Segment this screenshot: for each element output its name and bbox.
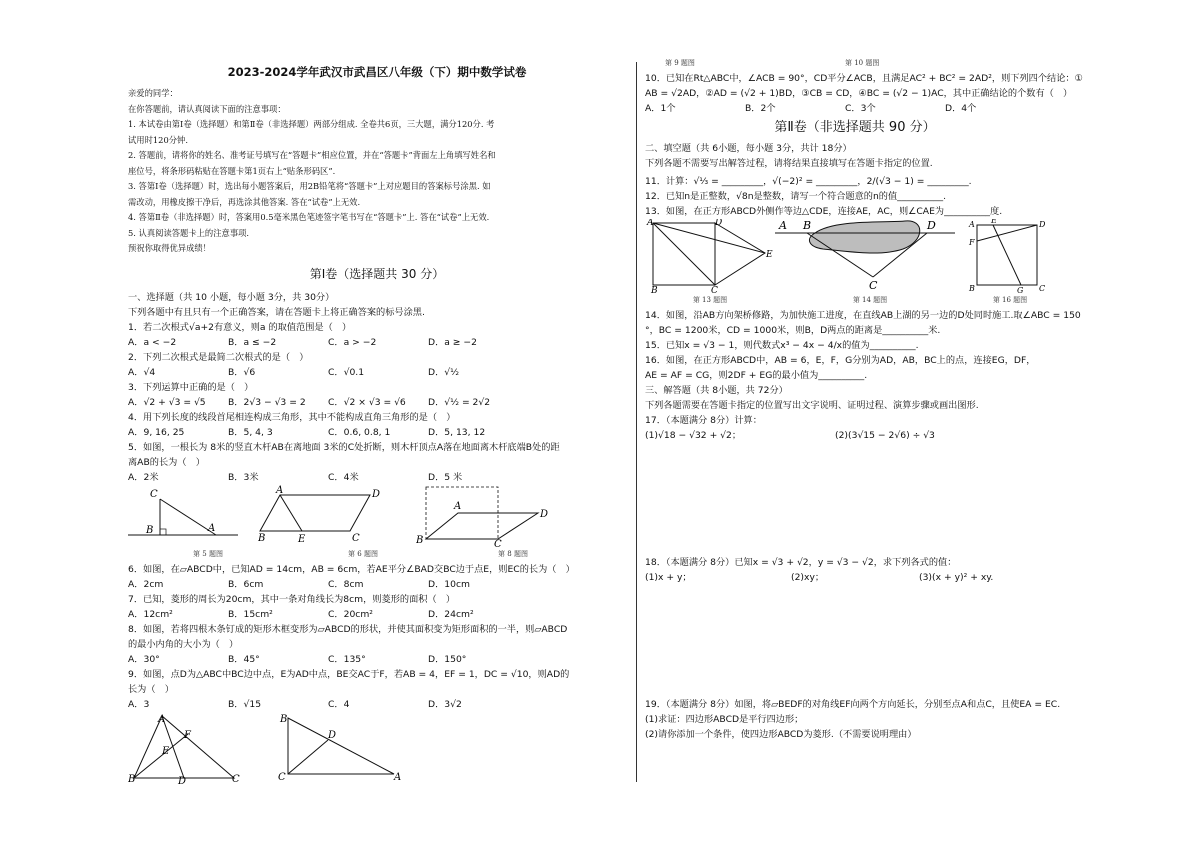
option-a: A．√4 [128, 366, 156, 378]
label-c: C [711, 286, 718, 293]
option-a: A．2米 [128, 471, 159, 483]
option-b: B．√15 [228, 698, 262, 710]
question-17-part-2: (2)(3√15 − 2√6) ÷ √3 [835, 430, 935, 441]
notice-line: 5. 认真阅读答题卡上的注意事项. [128, 227, 250, 238]
option-d: D．5, 13, 12 [428, 426, 486, 438]
figure-10 [276, 712, 416, 784]
label-c: C [278, 771, 286, 783]
label-c: C [352, 532, 360, 543]
figure-captions-row-1 [128, 547, 626, 562]
figure-captions-row-3 [645, 293, 1065, 308]
question-4-options [128, 425, 626, 440]
answer-space-18 [645, 585, 1065, 697]
label-e: E [991, 219, 997, 225]
question-19-part-2: (2)请你添加一个条件，使四边形ABCD为菱形.（不需要说明理由） [645, 729, 917, 740]
option-c: C．4米 [328, 471, 359, 483]
label-b: B [416, 534, 424, 546]
label-b: B [803, 219, 812, 232]
question-2-options [128, 365, 626, 380]
label-d: D [1039, 220, 1046, 229]
label-a: A [276, 484, 284, 496]
section1-title: 一、选择题（共 10 小题，每小题 3分，共 30分） [128, 291, 335, 303]
label-c: C [150, 488, 158, 500]
caption-fig13: 第 13 题图 [692, 296, 728, 304]
option-b: B．3米 [228, 471, 259, 483]
section2-title: 二、填空题（共 6小题，每小题 3分，共计 18分） [645, 143, 852, 154]
option-a: A．9, 16, 25 [128, 426, 185, 438]
option-a: A．3 [128, 698, 150, 710]
question-19-part-1: (1)求证：四边形ABCD是平行四边形； [645, 714, 804, 725]
question-18-part-2: (2)xy； [791, 572, 825, 583]
figure-6 [258, 485, 398, 543]
label-a: A [394, 771, 402, 783]
question-6-options [128, 577, 626, 592]
option-a: A．2cm [128, 578, 164, 590]
question-18-part-3: (3)(x + y)² + xy. [919, 572, 994, 583]
label-a: A [158, 713, 166, 725]
question-5-cont: 离AB的长为（ ） [128, 456, 205, 468]
label-d: D [328, 729, 337, 741]
question-2: 2．下列二次根式是最简二次根式的是（ ） [128, 351, 309, 363]
notice-line: 1. 本试卷由第Ⅰ卷（选择题）和第Ⅱ卷（非选择题）两部分组成. 全卷共6页，三大题，满分120分. 考 [128, 119, 495, 129]
option-d: D．√½ = 2√2 [428, 396, 491, 408]
question-8: 8．如图，若将四根木条钉成的矩形木框变形为▱ABCD的形状，并使其面积变为矩形面积的一半，则▱ABCD [128, 623, 568, 635]
question-17: 17．（本题满分 8分）计算： [645, 415, 762, 426]
question-14: 14．如图，沿AB方向架桥修路，为加快施工进度，在直线AB上湖的另一边的D处同时施工.取∠ABC = 150 [645, 310, 1081, 321]
column-divider [636, 62, 637, 782]
option-a: A．12cm² [128, 608, 173, 620]
question-10-cont: AB = √2AD，②AD = (√2 + 1)BD，③CB = CD，④BC = (√2 − 1)AC，其中正确结论的个数有（ ） [645, 88, 1073, 99]
question-18-part-1: (1)x + y； [645, 572, 692, 583]
caption-fig10: 第 10 题图 [845, 59, 880, 67]
option-a: A．√2 + √3 = √5 [128, 396, 206, 408]
label-b: B [280, 713, 288, 725]
notice-line: 3. 答第Ⅰ卷（选择题）时，选出每小题答案后，用2B铅笔将“答题卡”上对应题目的答案标号涂黑. 如 [128, 181, 491, 191]
question-15: 15．已知x = √3 − 1，则代数式x³ − 4x − 4/x的值为__________. [645, 340, 919, 351]
question-16: 16．如图，在正方形ABCD中，AB = 6，E，F，G分别为AD，AB，BC上的点，连接EG，DF， [645, 355, 1036, 366]
question-18-parts [645, 570, 1065, 585]
caption-fig6: 第 6 题图 [348, 549, 378, 558]
question-1: 1．若二次根式√a+2有意义，则a 的取值范围是（ ） [128, 321, 352, 333]
question-8-options [128, 652, 626, 667]
notice-line: 4. 答第Ⅱ卷（非选择题）时，答案用0.5毫米黑色笔迹签字笔书写在“答题卡”上. 答在“试卷”上无效. [128, 212, 490, 222]
label-a: A [208, 522, 216, 534]
caption-fig16: 第 16 题图 [992, 296, 1028, 304]
label-a: A [454, 500, 462, 512]
question-9-cont: 长为（ ） [128, 683, 174, 695]
caption-fig5: 第 5 题图 [193, 549, 223, 558]
figure-13 [645, 219, 775, 293]
option-b: B．a ≤ −2 [228, 336, 277, 348]
question-7-options [128, 607, 626, 622]
question-7: 7．已知，菱形的周长为20cm，其中一条对角线长为8cm，则菱形的面积（ ） [128, 593, 456, 605]
label-f: F [184, 729, 191, 741]
question-5: 5．如图，一根长为 8米的竖直木杆AB在离地面 3米的C处折断，则木杆顶点A落在地面离木杆底端B处的距 [128, 441, 560, 453]
label-d: D [372, 488, 381, 500]
option-c: C．√0.1 [328, 366, 365, 378]
label-b: B [969, 284, 975, 293]
option-c: C．20cm² [328, 608, 373, 620]
label-c: C [494, 538, 502, 547]
question-12: 12．已知n是正整数，√8n是整数，请写一个符合题意的n的值__________. [645, 191, 947, 202]
figure-captions-top [645, 56, 1065, 71]
option-d: D．√½ [428, 366, 460, 378]
option-b: B．45° [228, 653, 260, 665]
option-c: C．8cm [328, 578, 364, 590]
notice-line: 2. 答题前，请将你的姓名、准考证号填写在“答题卡”相应位置，并在“答题卡”背面左上角填写姓名和 [128, 150, 496, 160]
option-c: C．135° [328, 653, 366, 665]
question-9-options [128, 697, 626, 712]
option-b: B．15cm² [228, 608, 273, 620]
figure-14 [775, 219, 965, 293]
question-10-options [645, 101, 1065, 116]
left-column [128, 86, 626, 784]
question-11: 11．计算：√⅓ = _________，√(−2)² = _________，2/(√3 − 1) = _________. [645, 176, 972, 187]
notice-line: 预祝你取得优异成绩！ [128, 243, 211, 253]
option-b: B．2个 [745, 103, 776, 114]
question-3-options [128, 395, 626, 410]
notice-line: 需改动，用橡皮擦干净后，再选涂其他答案. 答在“试卷”上无效. [128, 196, 361, 207]
option-d: D．a ≥ −2 [428, 336, 477, 348]
question-14-cont: °，BC = 1200米，CD = 1000米，则B，D两点的距离是__________米. [645, 325, 941, 336]
question-17-part-1: (1)√18 − √32 + √2； [645, 430, 742, 441]
question-13: 13．如图，在正方形ABCD外侧作等边△CDE，连接AE，AC，则∠CAE为__________度. [645, 206, 1003, 217]
figure-16 [965, 219, 1055, 293]
question-1-options [128, 335, 626, 350]
label-b: B [258, 532, 266, 543]
label-d: D [178, 775, 187, 784]
label-d: D [540, 508, 549, 520]
notice-line: 座位号，将条形码粘贴在答题卡第1页右上“贴条形码区”. [128, 165, 336, 176]
question-18: 18．（本题满分 8分）已知x = √3 + √2，y = √3 − √2，求下列各式的值： [645, 557, 957, 568]
part2-title: 第Ⅱ卷（非选择题共 90 分） [774, 120, 936, 135]
option-c: C．4 [328, 698, 350, 710]
question-17-parts [645, 428, 1065, 443]
option-b: B．6cm [228, 578, 264, 590]
question-10: 10．已知在Rt△ABC中，∠ACB = 90°，CD平分∠ACB，且满足AC² + BC² = 2AD²，则下列四个结论：① [645, 73, 1083, 84]
option-c: C．a > −2 [328, 336, 377, 348]
section3-note: 下列各题需要在答题卡指定的位置写出文字说明、证明过程、演算步骤或画出图形. [645, 400, 979, 411]
question-4: 4．用下列长度的线段首尾相连构成三角形，其中不能构成直角三角形的是（ ） [128, 411, 456, 423]
figure-8 [416, 485, 566, 547]
label-c: C [232, 773, 240, 784]
question-9: 9．如图，点D为△ABC中BC边中点，E为AD中点，BE交AC于F，若AB = 4，EF = 1，DC = √10，则AD的 [128, 668, 570, 680]
question-19: 19．（本题满分 8分）如图，将▱BEDF的对角线EF向两个方向延长，分别至点A和点C，且使EA = EC. [645, 699, 1061, 710]
option-a: A．a < −2 [128, 336, 177, 348]
figure-9 [128, 712, 258, 784]
figures-row-2 [128, 712, 626, 784]
label-f: F [969, 238, 975, 247]
caption-fig8: 第 8 题图 [498, 549, 528, 558]
option-a: A．1个 [645, 103, 676, 114]
notice-line: 试用时120分钟. [128, 134, 188, 145]
option-b: B．2√3 − √3 = 2 [228, 396, 306, 408]
exam-title: 2023-2024学年武汉市武昌区八年级（下）期中数学试卷 [227, 65, 527, 79]
option-b: B．√6 [228, 366, 256, 378]
label-a: A [779, 219, 787, 232]
option-d: D．10cm [428, 578, 470, 590]
option-d: D．5 米 [428, 471, 463, 483]
label-g: G [1017, 286, 1024, 293]
label-b: B [146, 524, 154, 536]
option-d: D．150° [428, 653, 467, 665]
option-d: D．4个 [945, 103, 977, 114]
section1-note: 下列各题中有且只有一个正确答案，请在答题卡上将正确答案的标号涂黑. [128, 306, 425, 318]
caption-fig9: 第 9 题图 [665, 59, 695, 67]
question-3: 3．下列运算中正确的是（ ） [128, 381, 254, 393]
label-e: E [298, 533, 306, 543]
option-d: D．3√2 [428, 698, 462, 710]
notice-line: 亲爱的同学： [128, 88, 178, 98]
label-a: A [647, 219, 654, 228]
figures-row-3 [645, 219, 1065, 293]
option-c: C．3个 [845, 103, 876, 114]
figure-5 [128, 485, 248, 543]
answer-space-17 [645, 443, 1065, 555]
label-d: D [927, 219, 936, 232]
figures-row-1 [128, 485, 626, 555]
question-5-options [128, 470, 626, 485]
part1-title: 第Ⅰ卷（选择题共 30 分） [309, 266, 445, 281]
section2-note: 下列各题不需要写出解答过程，请将结果直接填写在答题卡指定的位置. [645, 158, 933, 169]
label-d: D [715, 219, 723, 228]
option-a: A．30° [128, 653, 160, 665]
question-6: 6．如图，在▱ABCD中，已知AD = 14cm，AB = 6cm，若AE平分∠BAD交BC边于点E，则EC的长为（ ） [128, 563, 575, 575]
section3-title: 三、解答题（共 8小题，共 72分） [645, 385, 788, 396]
option-c: C．0.6, 0.8, 1 [328, 426, 391, 438]
caption-fig14: 第 14 题图 [852, 296, 888, 304]
label-c: C [869, 279, 878, 292]
option-b: B．5, 4, 3 [228, 426, 273, 438]
question-16-cont: AE = AF = CG，则2DF + EG的最小值为__________. [645, 370, 868, 381]
label-b: B [651, 286, 658, 293]
label-e: E [162, 745, 170, 757]
label-a: A [969, 220, 975, 229]
option-c: C．√2 × √3 = √6 [328, 396, 406, 408]
question-8-cont: 的最小内角的大小为（ ） [128, 638, 239, 650]
option-d: D．24cm² [428, 608, 474, 620]
label-b: B [128, 773, 136, 784]
right-column [645, 56, 1083, 742]
label-c: C [1039, 284, 1046, 293]
notice-line: 在你答题前，请认真阅读下面的注意事项： [128, 103, 286, 114]
label-e: E [766, 250, 773, 260]
notice-block [128, 86, 626, 257]
